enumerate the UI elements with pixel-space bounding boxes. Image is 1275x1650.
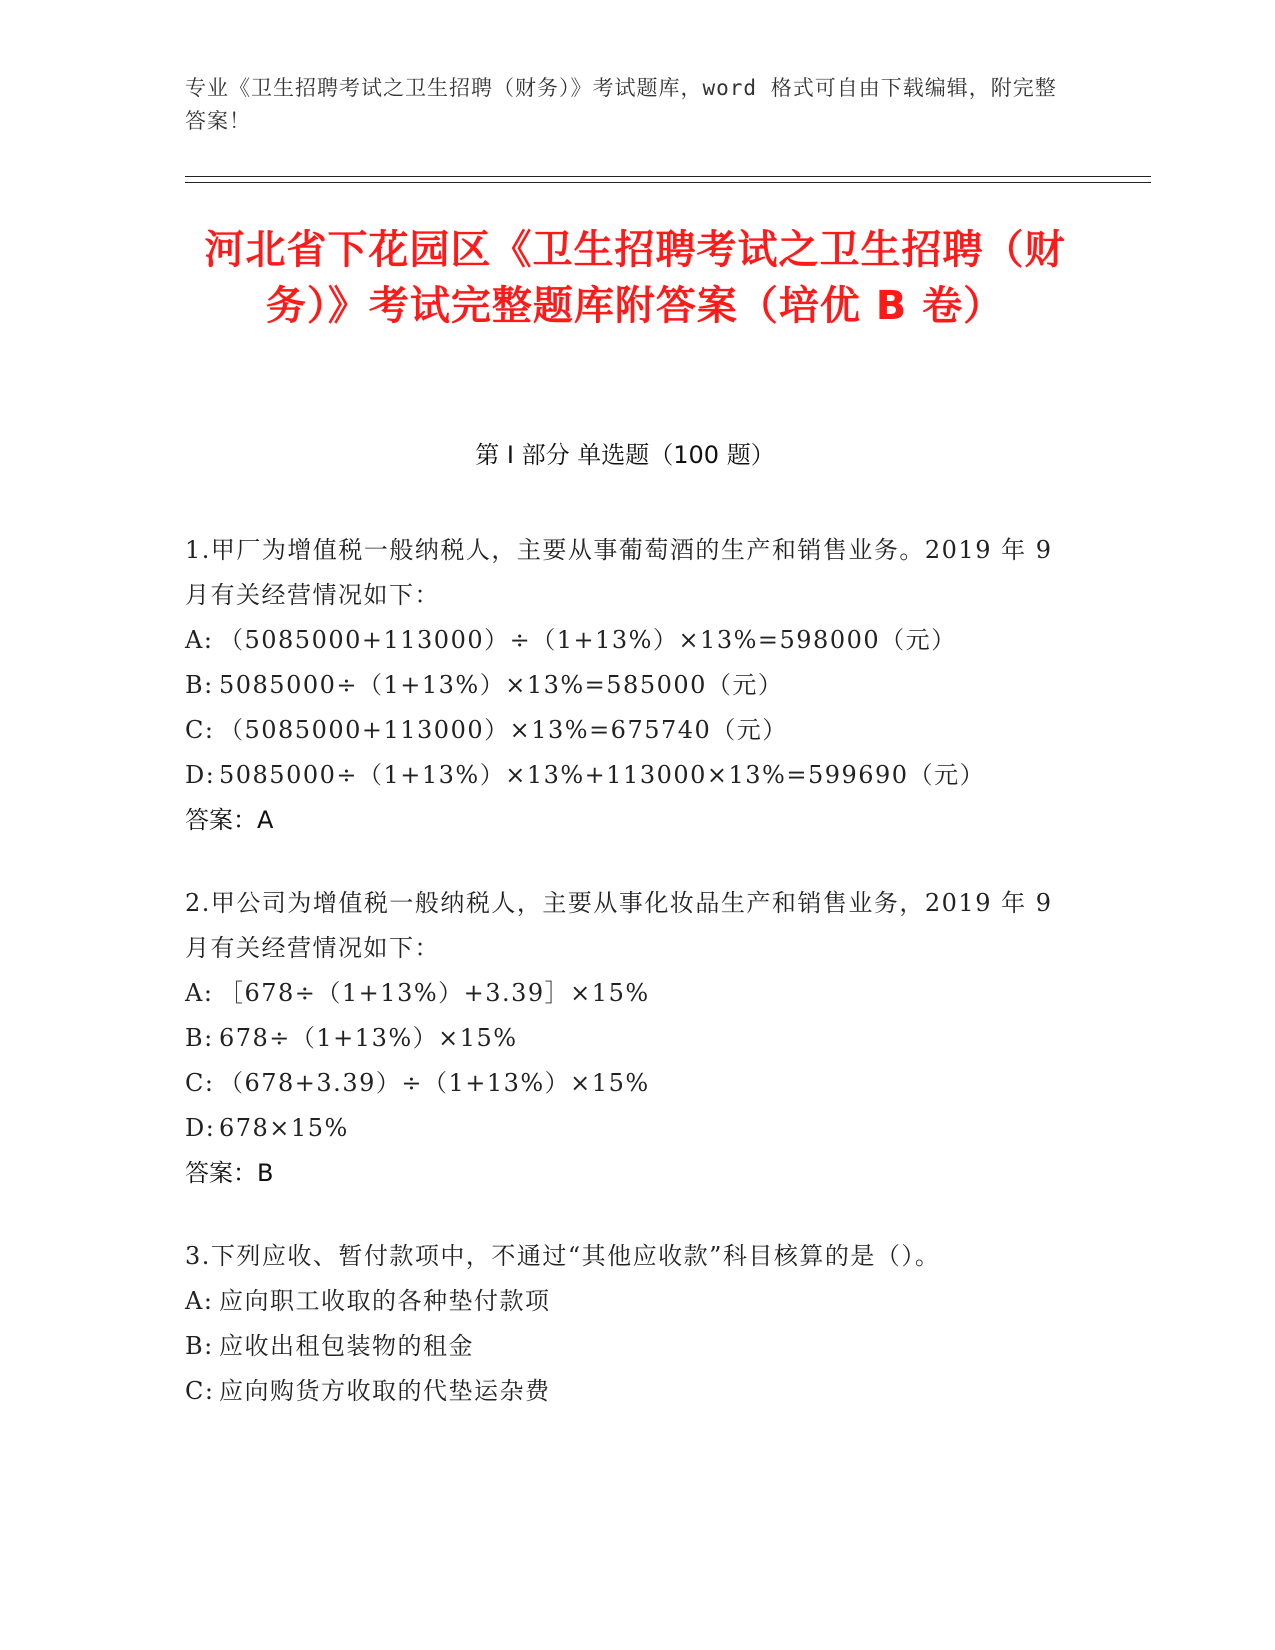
question-1 xyxy=(185,528,1065,843)
question-3 xyxy=(185,1234,1065,1414)
option-d xyxy=(185,753,1065,798)
option-letter: B: xyxy=(185,671,214,699)
option-letter: B: xyxy=(185,1332,214,1360)
option-letter: C: xyxy=(185,1069,215,1097)
option-a xyxy=(185,618,1065,663)
option-text: 5085000÷（1+13%）×13%+113000×13%=599690（元） xyxy=(219,761,986,789)
option-a xyxy=(185,971,1065,1016)
option-a xyxy=(185,1279,1065,1324)
option-text: 应向职工收取的各种垫付款项 xyxy=(219,1287,551,1315)
document-title: 河北省下花园区《卫生招聘考试之卫生招聘（财务）》考试完整题库附答案（培优 B 卷） xyxy=(204,227,1066,329)
option-text: ［678÷（1+13%）+3.39］×15% xyxy=(219,979,650,1007)
option-letter: A: xyxy=(185,626,214,654)
option-text: （5085000+113000）÷（1+13%）×13%=598000（元） xyxy=(219,626,957,654)
option-text: （5085000+113000）×13%=675740（元） xyxy=(219,716,788,744)
option-letter: C: xyxy=(185,716,215,744)
question-stem: 3.下列应收、暂付款项中，不通过“其他应收款”科目核算的是（）。 xyxy=(185,1242,941,1270)
section-heading: 第 I 部分 单选题（100 题） xyxy=(475,441,775,469)
option-text: 应收出租包装物的租金 xyxy=(219,1332,474,1360)
option-text: 678÷（1+13%）×15% xyxy=(219,1024,518,1052)
option-c xyxy=(185,1369,1065,1414)
answer: 答案：B xyxy=(185,1159,274,1187)
option-d xyxy=(185,1106,1065,1151)
option-text: （678+3.39）÷（1+13%）×15% xyxy=(219,1069,650,1097)
option-text: 5085000÷（1+13%）×13%=585000（元） xyxy=(219,671,784,699)
header-note: 专业《卫生招聘考试之卫生招聘（财务）》考试题库，word 格式可自由下载编辑，附完整答案！ xyxy=(185,76,1057,133)
header-divider-bottom xyxy=(185,182,1151,183)
option-letter: D: xyxy=(185,761,216,789)
option-c xyxy=(185,708,1065,753)
question-2 xyxy=(185,881,1065,1196)
question-stem: 2.甲公司为增值税一般纳税人，主要从事化妆品生产和销售业务，2019 年 9 月有关经营情况如下： xyxy=(185,889,1053,962)
option-letter: A: xyxy=(185,1287,214,1315)
option-b xyxy=(185,663,1065,708)
option-text: 678×15% xyxy=(219,1114,349,1142)
option-b xyxy=(185,1016,1065,1061)
option-text: 应向购货方收取的代垫运杂费 xyxy=(219,1377,551,1405)
option-letter: C: xyxy=(185,1377,215,1405)
option-letter: D: xyxy=(185,1114,216,1142)
option-letter: A: xyxy=(185,979,214,1007)
option-c xyxy=(185,1061,1065,1106)
header-divider-top xyxy=(185,176,1151,177)
answer: 答案：A xyxy=(185,806,274,834)
question-list xyxy=(185,528,1065,1452)
option-letter: B: xyxy=(185,1024,214,1052)
option-b xyxy=(185,1324,1065,1369)
question-stem: 1.甲厂为增值税一般纳税人，主要从事葡萄酒的生产和销售业务。2019 年 9 月有关经营情况如下： xyxy=(185,536,1053,609)
